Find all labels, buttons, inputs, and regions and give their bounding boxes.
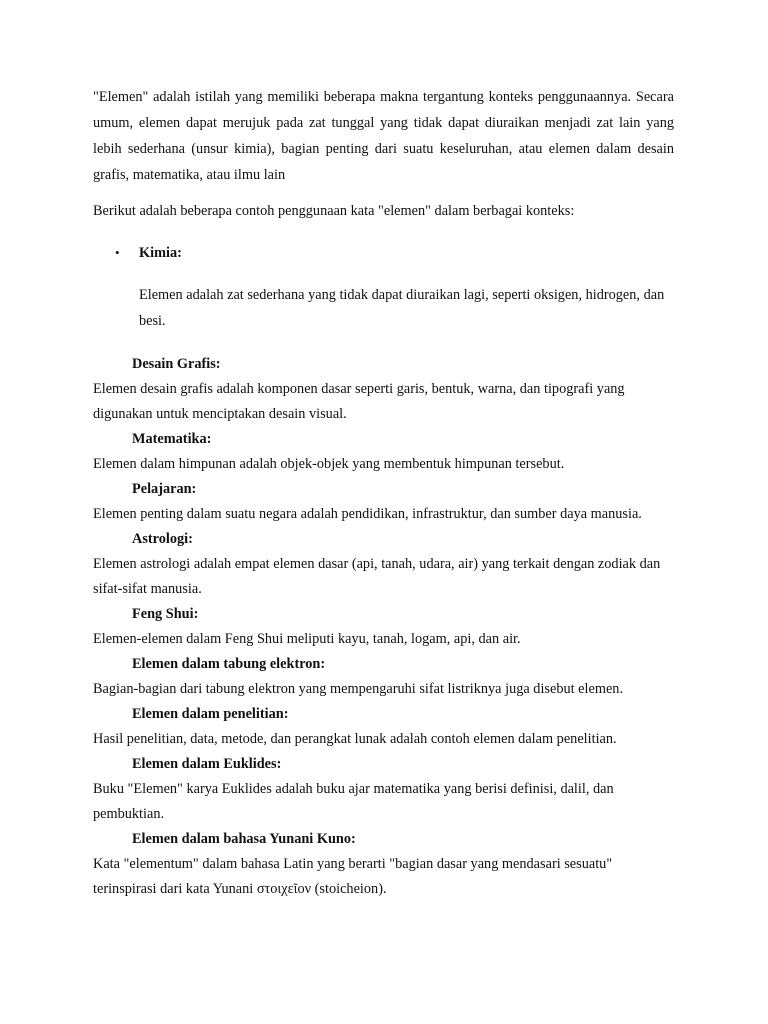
section-heading: Elemen dalam penelitian: (132, 706, 289, 722)
section-heading: Desain Grafis: (132, 356, 221, 372)
section-desain-grafis (93, 352, 674, 427)
section-heading: Elemen dalam Euklides: (132, 756, 282, 772)
section-tabung-elektron (93, 652, 674, 702)
bullet-description: Elemen adalah zat sederhana yang tidak dapat diuraikan lagi, seperti oksigen, hidrogen, dan besi. (139, 287, 665, 329)
section-text: Hasil penelitian, data, metode, dan perangkat lunak adalah contoh elemen dalam penelitian. (93, 731, 617, 747)
section-euklides (93, 752, 674, 827)
intro-paragraph: "Elemen" adalah istilah yang memiliki beberapa makna tergantung konteks penggunaannya. Secara umum, elemen dapat merujuk pada zat tunggal yang tidak dapat diuraikan menjadi zat lain yang lebih sederhana (unsur kimia), bagian penting dari suatu keseluruhan, atau elemen dalam desain grafis, matematika, atau ilmu lain (93, 89, 674, 183)
sections-list (93, 352, 674, 902)
bullet-list (93, 240, 674, 266)
section-text: Elemen desain grafis adalah komponen dasar seperti garis, bentuk, warna, dan tipografi yang digunakan untuk menciptakan desain visual. (93, 381, 625, 422)
section-heading: Astrologi: (132, 531, 193, 547)
section-penelitian (93, 702, 674, 752)
section-text: Elemen dalam himpunan adalah objek-objek yang membentuk himpunan tersebut. (93, 456, 565, 472)
section-pelajaran (93, 477, 674, 527)
section-astrologi (93, 527, 674, 602)
section-heading: Elemen dalam bahasa Yunani Kuno: (132, 831, 356, 847)
bullet-heading: Kimia: (139, 245, 182, 261)
section-text: Bagian-bagian dari tabung elektron yang mempengaruhi sifat listriknya juga disebut elemen. (93, 681, 624, 697)
section-text: Elemen-elemen dalam Feng Shui meliputi kayu, tanah, logam, api, dan air. (93, 631, 521, 647)
section-text: Buku "Elemen" karya Euklides adalah buku ajar matematika yang berisi definisi, dalil, dan pembuktian. (93, 781, 614, 822)
section-yunani-kuno (93, 827, 674, 902)
section-text: Kata "elementum" dalam bahasa Latin yang berarti "bagian dasar yang mendasari sesuatu" terinspirasi dari kata Yunani στοιχεῖον (stoicheion). (93, 856, 613, 897)
section-heading: Elemen dalam tabung elektron: (132, 656, 326, 672)
document-page (93, 84, 674, 902)
section-heading: Pelajaran: (132, 481, 197, 497)
bullet-item-kimia (93, 240, 674, 266)
section-heading: Matematika: (132, 431, 212, 447)
section-text: Elemen astrologi adalah empat elemen dasar (api, tanah, udara, air) yang terkait dengan zodiak dan sifat-sifat manusia. (93, 556, 661, 597)
section-matematika (93, 427, 674, 477)
section-heading: Feng Shui: (132, 606, 199, 622)
section-text: Elemen penting dalam suatu negara adalah pendidikan, infrastruktur, dan sumber daya manusia. (93, 506, 642, 522)
section-feng-shui (93, 602, 674, 652)
bullet-dot-icon: • (115, 245, 120, 260)
lead-paragraph: Berikut adalah beberapa contoh penggunaan kata "elemen" dalam berbagai konteks: (93, 203, 575, 219)
